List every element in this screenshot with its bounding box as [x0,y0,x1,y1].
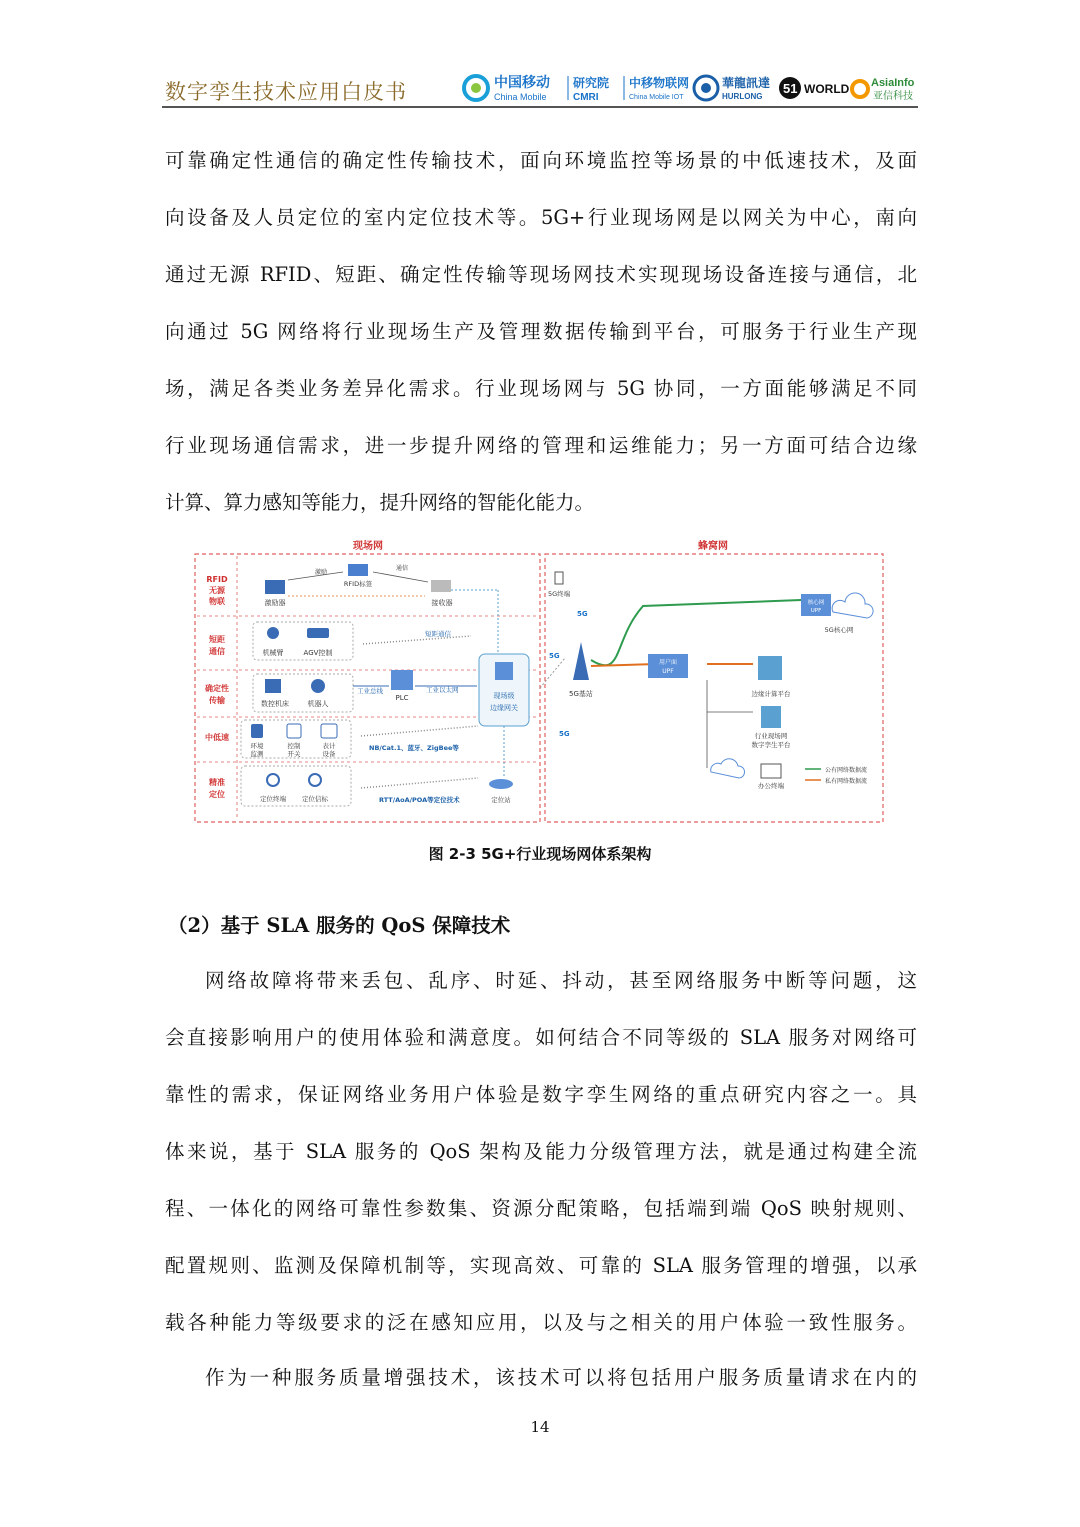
cmri-en: CMRI [573,92,599,103]
51world-logo [779,77,850,99]
text-line: 作为一种服务质量增强技术，该技术可以将包括用户服务质量请求在内的 [205,1366,917,1389]
switch-label-2: 开关 [287,750,301,758]
agv-icon [307,628,329,638]
legend-public: 公有网络数据流 [825,767,868,774]
base-station-icon [573,642,589,680]
loc-beacon-icon [309,774,321,786]
asiainfo-en: AsiaInfo [871,77,915,89]
industry-twin-label-1: 行业现场网 [754,732,788,740]
env-monitor-icon [251,724,263,738]
office-label: 办公终端 [758,782,784,790]
plc-icon [391,670,413,690]
text-line: 场，满足各类业务差异化需求。行业现场网与 5G 协同，一方面能够满足不同 [165,377,917,400]
row-label-det-2: 传输 [209,696,225,705]
activate-label: 激励 [315,569,328,576]
cmri-cn: 研究院 [573,76,610,90]
china-mobile-cn: 中国移动 [494,74,550,90]
terminal-5g-icon [555,572,563,584]
user-plane-upf-label: UPF [662,668,674,675]
cellular-network-title: 蜂窝网 [698,541,728,552]
text-line: 向通过 5G 网络将行业现场生产及管理数据传输到平台，可服务于行业生产现 [165,320,917,343]
text-line: 通过无源 RFID、短距、确定性传输等现场网技术实现现场设备连接与通信，北 [165,263,917,286]
meter-label-2: 设备 [322,750,336,758]
loc-beacon-label: 定位信标 [302,795,328,803]
ethernet-label: 工业以太网 [426,686,459,694]
comm-label: 通信 [396,565,409,572]
figure-caption: 图 2-3 5G+行业现场网体系架构 [428,845,652,863]
section-heading: （2）基于 SLA 服务的 QoS 保障技术 [168,914,511,937]
plc-label: PLC [395,694,409,702]
robot-label: 机器人 [307,700,329,708]
robot-arm-icon [267,627,279,639]
rfid-tag-icon [348,564,368,576]
paragraph-qos [165,1349,917,1406]
text-line: 计算、算力感知等能力，提升网络的智能化能力。 [165,491,595,514]
env-label-1: 环境 [250,742,264,750]
iot-en: China Mobile IOT [629,94,684,101]
loc-terminal-label: 定位终端 [260,795,286,803]
field-network-title: 现场网 [353,541,383,552]
paragraph-sla [165,952,917,1351]
loc-terminal-icon [267,774,279,786]
base-station-label: 5G基站 [569,690,593,698]
bus-label: 工业总线 [357,687,383,695]
row-label-rfid-1: RFID [206,575,228,584]
rfid-tag-label: RFID标签 [343,580,373,588]
row-label-rfid-2: 无源 [209,586,225,595]
gateway-label-2: 边缘网关 [490,704,518,712]
agv-label: AGV控制 [303,649,333,657]
text-line: 行业现场通信需求，进一步提升网络的管理和运维能力；另一方面可结合边缘 [165,434,917,457]
row-label-loc-2: 定位 [209,790,225,799]
page-number: 14 [530,1418,550,1436]
receiver-icon [431,580,451,592]
loc-tech-label: RTT/AoA/POA等定位技术 [379,796,460,804]
loc-station-label: 定位站 [491,796,511,804]
text-line: 靠性的需求，保证网络业务用户体验是数字孪生网络的重点研究内容之一。具 [165,1083,917,1106]
text-line: 配置规则、监测及保障机制等，实现高效、可靠的 SLA 服务管理的增强，以承 [165,1254,917,1277]
short-comm-label: 短距通信 [425,630,451,638]
industry-twin-label-2: 数字孪生平台 [751,741,791,749]
label-5g-2: 5G [549,652,560,660]
twin-platform-icon [761,706,781,728]
hurlong-logo [694,75,770,101]
asiainfo-cn: 亚信科技 [873,91,913,102]
text-line: 体来说，基于 SLA 服务的 QoS 架构及能力分级管理方法，就是通过构建全流 [165,1140,917,1163]
text-line: 会直接影响用户的使用体验和满意度。如何结合不同等级的 SLA 服务对网络可 [165,1026,917,1049]
row-label-short-2: 通信 [209,647,225,656]
core-cloud-icon [832,593,873,618]
row-label-rfid-3: 物联 [209,597,225,606]
row-label-loc-1: 精准 [209,778,225,787]
meter-label-1: 表计 [322,742,336,750]
public-flow-path [591,600,801,665]
gateway-label-1: 现场级 [493,692,515,700]
paragraph-intro [165,132,917,531]
row-label-det-1: 确定性 [205,684,229,693]
text-line: 可靠确定性通信的确定性传输技术，面向环境监控等场景的中低速技术，及面 [165,149,917,172]
label-5g-1: 5G [577,610,588,618]
iot-cn: 中移物联网 [629,76,690,90]
cnc-icon [265,679,281,693]
world51-text: WORLD [804,82,850,96]
exciter-label: 激励器 [264,599,286,607]
switch-label-1: 控制 [287,742,301,750]
hurlong-en: HURLONG [722,92,763,101]
header-title: 数字孪生技术应用白皮书 [165,80,407,104]
hurlong-cn: 華龍訊達 [722,76,771,90]
text-line: 载各种能力等级要求的泛在感知应用，以及与之相关的用户体验一致性服务。 [165,1311,917,1334]
row-label-mid: 中低速 [205,733,229,742]
cnc-label: 数控机床 [261,700,289,708]
architecture-diagram [193,540,887,825]
exciter-icon [265,580,285,594]
china-mobile-logo [464,74,550,102]
edge-platform-icon [758,656,782,680]
label-5g-3: 5G [559,730,570,738]
office-terminal-icon [761,764,781,778]
row-label-short-1: 短距 [209,635,225,644]
office-cloud-icon [711,759,745,778]
user-plane-label: 用户面 [658,659,678,666]
partner-logos [460,72,920,104]
text-line: 向设备及人员定位的室内定位技术等。5G+行业现场网是以网关为中心，南向 [165,206,917,229]
loc-station-icon [489,779,513,789]
edge-label: 边缘计算平台 [751,690,791,698]
meter-icon [321,724,337,738]
switch-icon [287,724,301,738]
legend-private: 私有网络数据流 [825,778,868,785]
china-mobile-en: China Mobile [494,92,547,102]
gateway-icon [495,662,513,680]
robot-icon [311,679,325,693]
text-line: 网络故障将带来丢包、乱序、时延、抖动，甚至网络服务中断等问题，这 [205,969,917,992]
header-divider [162,106,918,108]
lp-tech-label: NB/Cat.1、蓝牙、ZigBee等 [369,744,459,752]
arm-label: 机械臂 [262,649,284,657]
terminal-5g-label: 5G终端 [548,590,571,598]
core-upf-label: UPF [810,608,822,614]
text-line: 程、一体化的网络可靠性参数集、资源分配策略，包括端到端 QoS 映射规则、 [165,1197,917,1220]
receiver-label: 接收器 [431,599,453,607]
core-5g-label: 5G核心网 [824,626,854,634]
env-label-2: 监测 [250,750,264,758]
world51-number: 51 [783,81,798,96]
asiainfo-logo [852,77,915,102]
core-net-label: 核心网 [807,600,825,606]
